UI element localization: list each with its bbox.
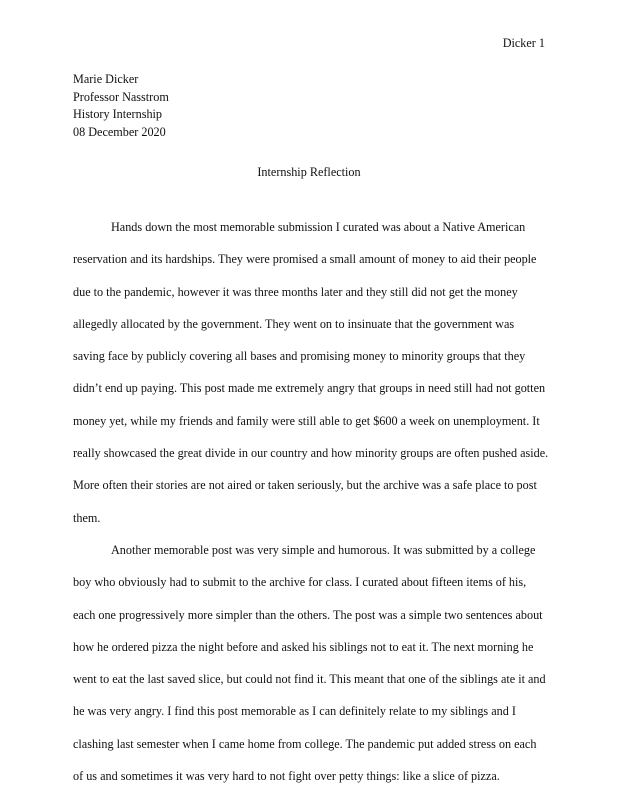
author-name: Marie Dicker: [73, 72, 139, 86]
text-line: saving face by publicly covering all bases and promising money to minority groups that they: [73, 349, 526, 364]
document-title: Internship Reflection: [257, 165, 361, 179]
paragraph-1: [73, 211, 549, 534]
text-line: he was very angry. I find this post memorable as I can definitely relate to my siblings and I: [73, 704, 516, 719]
text-line: due to the pandemic, however it was three months later and they still did not get the money: [73, 284, 518, 299]
text-line: Hands down the most memorable submission I curated was about a Native American: [111, 220, 526, 234]
date: 08 December 2020: [73, 124, 166, 139]
text-line: money yet, while my friends and family were still able to get $600 a week on unemployment. It: [73, 413, 540, 428]
text-line: how he ordered pizza the night before and asked his siblings not to eat it. The next morning he: [73, 639, 534, 654]
text-line: really showcased the great divide in our country and how minority groups are often pushed aside.: [73, 446, 549, 461]
text-line: More often their stories are not aired or taken seriously, but the archive was a safe place to post: [73, 478, 537, 493]
text-line: reservation and its hardships. They were promised a small amount of money to aid their people: [73, 252, 537, 267]
text-line: went to eat the last saved slice, but could not find it. This meant that one of the siblings ate it and: [73, 672, 546, 687]
mla-heading-block: [73, 71, 169, 141]
document-body: [73, 211, 549, 792]
text-line: each one progressively more simpler than the others. The post was a simple two sentences about: [73, 607, 543, 622]
text-line: didn’t end up paying. This post made me extremely angry that groups in need still had not gotten: [73, 381, 546, 396]
text-line: of us and sometimes it was very hard to not fight over petty things: like a slice of pizza.: [73, 769, 500, 784]
professor-name: Professor Nasstrom: [73, 89, 169, 104]
text-line: allegedly allocated by the government. They went on to insinuate that the government was: [73, 316, 515, 331]
course-name: History Internship: [73, 107, 163, 122]
text-line: Another memorable post was very simple and humorous. It was submitted by a college: [111, 542, 536, 557]
paragraph-2: [73, 534, 549, 792]
text-line: boy who obviously had to submit to the archive for class. I curated about fifteen items of his,: [73, 575, 527, 590]
text-line: them.: [73, 510, 101, 525]
running-header: Dicker 1: [502, 36, 545, 50]
text-line: clashing last semester when I came home from college. The pandemic put added stress on each: [73, 736, 537, 751]
